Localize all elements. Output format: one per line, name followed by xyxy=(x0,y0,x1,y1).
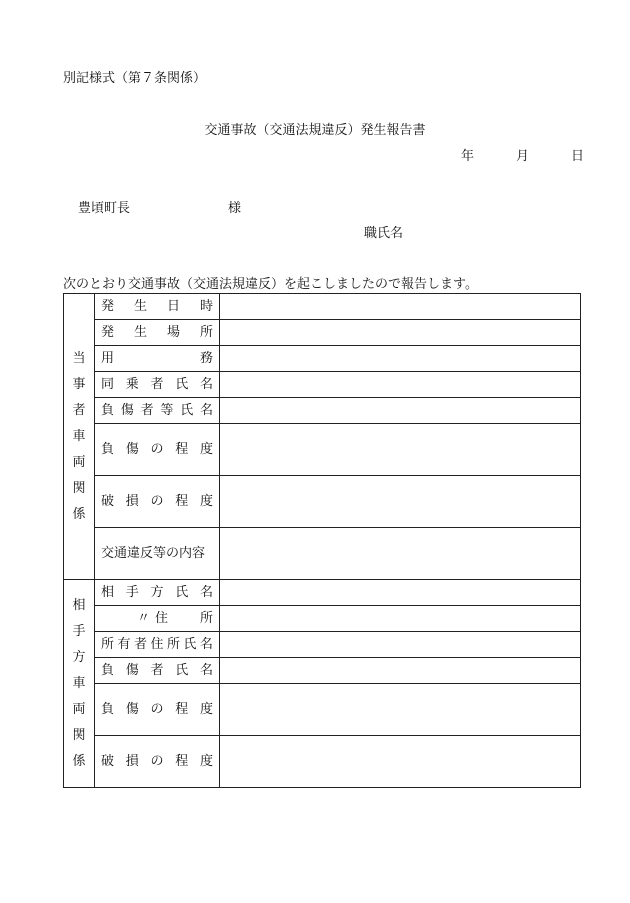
form-label: 別記様式（第７条関係） xyxy=(63,71,207,86)
owner-address-name-field[interactable] xyxy=(220,632,581,658)
row-label-occurrence-place xyxy=(95,320,220,346)
row-label-owner-address-name xyxy=(95,632,220,658)
label-char: 程 xyxy=(175,754,189,769)
label-char: 名 xyxy=(199,403,213,418)
label-char: 名 xyxy=(199,585,213,600)
label-char: の xyxy=(150,494,164,509)
other-party-name-field[interactable] xyxy=(220,580,581,606)
label-char: 程 xyxy=(175,442,189,457)
label-char: 場 xyxy=(166,325,180,340)
other-injured-name-field[interactable] xyxy=(220,658,581,684)
label-char: 所 xyxy=(101,637,115,652)
date-day-label: 日 xyxy=(571,149,585,164)
label-char: 方 xyxy=(150,585,164,600)
table-row xyxy=(64,320,581,346)
row-label-other-damage-degree xyxy=(95,736,220,788)
damage-degree-field[interactable] xyxy=(220,476,581,528)
row-label-injury-degree xyxy=(95,424,220,476)
label-char: 氏 xyxy=(175,663,189,678)
label-char: 傷 xyxy=(125,442,139,457)
row-label-violation-details: 交通違反等の内容 xyxy=(95,528,220,580)
label-char: 発 xyxy=(101,299,115,314)
other-injury-degree-field[interactable] xyxy=(220,684,581,736)
label-char: 氏 xyxy=(183,637,197,652)
table-row xyxy=(64,476,581,528)
label-char: 氏 xyxy=(175,585,189,600)
label-char: 乗 xyxy=(125,377,139,392)
date-year-label: 年 xyxy=(461,149,475,164)
label-char: 生 xyxy=(133,299,147,314)
occurrence-place-field[interactable] xyxy=(220,320,581,346)
table-row xyxy=(64,346,581,372)
label-char: 氏 xyxy=(180,403,194,418)
row-label-injured-name xyxy=(95,398,220,424)
label-char: 氏 xyxy=(175,377,189,392)
label-char: 時 xyxy=(199,299,213,314)
label-char: 程 xyxy=(175,494,189,509)
date-month-label: 月 xyxy=(516,149,530,164)
table-row xyxy=(64,580,581,606)
label-char: 生 xyxy=(133,325,147,340)
label-char: 者 xyxy=(150,377,164,392)
ditto-mark: 〃 xyxy=(137,611,151,626)
label-char: 等 xyxy=(160,403,174,418)
label-char: 破 xyxy=(101,754,115,769)
row-label-other-injury-degree xyxy=(95,684,220,736)
table-row xyxy=(64,528,581,580)
label-char: 損 xyxy=(125,754,139,769)
business-field[interactable] xyxy=(220,346,581,372)
label-char: 名 xyxy=(199,637,213,652)
injury-degree-field[interactable] xyxy=(220,424,581,476)
row-label-other-injured-name xyxy=(95,658,220,684)
label-char: 住 xyxy=(150,637,164,652)
label-char: 所 xyxy=(199,325,213,340)
label-char: 程 xyxy=(175,702,189,717)
label-char: 傷 xyxy=(120,403,134,418)
label-char: 名 xyxy=(199,377,213,392)
label-char: 傷 xyxy=(125,663,139,678)
table-row xyxy=(64,424,581,476)
label-char: 負 xyxy=(101,403,115,418)
label-char: 手 xyxy=(125,585,139,600)
label-char: 用 xyxy=(101,351,115,366)
label-char: 日 xyxy=(166,299,180,314)
label-char: 度 xyxy=(199,442,213,457)
label-char: 傷 xyxy=(125,702,139,717)
table-row xyxy=(64,658,581,684)
violation-details-field[interactable] xyxy=(220,528,581,580)
label-char: 有 xyxy=(117,637,131,652)
other-vehicle-group-label: 相手方車両関係 xyxy=(64,580,95,788)
table-row xyxy=(64,294,581,320)
row-label-occurrence-datetime xyxy=(95,294,220,320)
label-char: 発 xyxy=(101,325,115,340)
table-row xyxy=(64,632,581,658)
row-label-other-party-name xyxy=(95,580,220,606)
label-char: 度 xyxy=(199,702,213,717)
label-char: 者 xyxy=(140,403,154,418)
row-label-passenger-name xyxy=(95,372,220,398)
label-char: 所 xyxy=(166,637,180,652)
table-row xyxy=(64,398,581,424)
label-char: 同 xyxy=(101,377,115,392)
label-char: 度 xyxy=(199,494,213,509)
table-row xyxy=(64,372,581,398)
label-char: の xyxy=(150,702,164,717)
label-char: 負 xyxy=(101,702,115,717)
label-char: 名 xyxy=(199,663,213,678)
row-label-business xyxy=(95,346,220,372)
table-row xyxy=(64,736,581,788)
occurrence-datetime-field[interactable] xyxy=(220,294,581,320)
passenger-name-field[interactable] xyxy=(220,372,581,398)
label-char: 住 xyxy=(155,611,169,626)
row-label-other-party-address xyxy=(95,606,220,632)
own-vehicle-group-label: 当事者車両関係 xyxy=(64,294,95,580)
document-title: 交通事故（交通法規違反）発生報告書 xyxy=(204,123,426,138)
label-char: 所 xyxy=(199,611,213,626)
honorific: 様 xyxy=(228,201,242,216)
injured-name-field[interactable] xyxy=(220,398,581,424)
label-char: の xyxy=(150,754,164,769)
label-char: の xyxy=(150,442,164,457)
label-char: 破 xyxy=(101,494,115,509)
label-char: 損 xyxy=(125,494,139,509)
label-char: 相 xyxy=(101,585,115,600)
label-char: 負 xyxy=(101,442,115,457)
other-damage-degree-field[interactable] xyxy=(220,736,581,788)
label-char: 者 xyxy=(133,637,147,652)
report-table xyxy=(63,293,581,788)
label-char: 者 xyxy=(150,663,164,678)
other-party-address-field[interactable] xyxy=(220,606,581,632)
label-char: 度 xyxy=(199,754,213,769)
table-row xyxy=(64,684,581,736)
label-char: 負 xyxy=(101,663,115,678)
addressee: 豊頃町長 xyxy=(78,201,131,216)
official-name-label: 職氏名 xyxy=(364,226,404,241)
table-row xyxy=(64,606,581,632)
intro-text: 次のとおり交通事故（交通法規違反）を起こしましたので報告します。 xyxy=(63,277,478,292)
label-char: 務 xyxy=(199,351,213,366)
row-label-damage-degree xyxy=(95,476,220,528)
